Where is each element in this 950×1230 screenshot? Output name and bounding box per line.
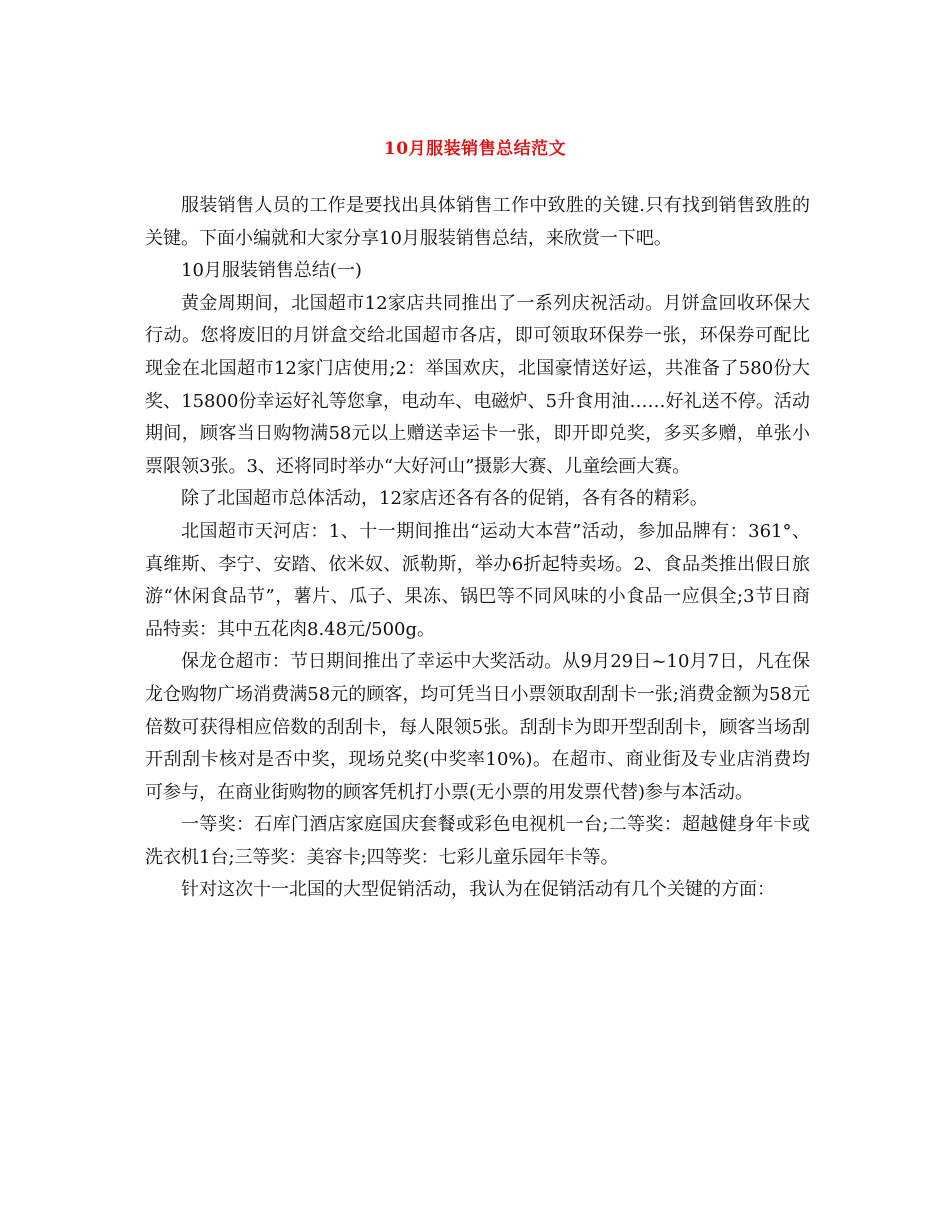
document-body: [145, 190, 810, 907]
section-heading: 10月服装销售总结(一): [181, 260, 362, 282]
paragraph-intro: 服装销售人员的工作是要找出具体销售工作中致胜的关键.只有找到销售致胜的关键。下面小编就和大家分享10月服装销售总结，来欣赏一下吧。: [145, 195, 810, 249]
paragraph-store-promotions: 除了北国超市总体活动，12家店还各有各的促销，各有各的精彩。: [181, 488, 708, 510]
document-title: 10月服装销售总结范文: [383, 139, 567, 160]
paragraph-golden-week: 黄金周期间，北国超市12家店共同推出了一系列庆祝活动。月饼盒回收环保大行动。您将废旧的月饼盒交给北国超市各店，即可领取环保券一张，环保券可配比现金在北国超市12家门店使用;2：举国欢庆，北国豪情送好运，共准备了580份大奖、15800份幸运好礼等您拿，电动车、电磁炉、5升食用油……好礼送不停。活动期间，顾客当日购物满58元以上赠送幸运卡一张，即开即兑奖，多买多赠，单张小票限领3张。3、还将同时举办“大好河山”摄影大赛、儿童绘画大赛。: [145, 292, 810, 477]
paragraph-baolongcang: 保龙仓超市：节日期间推出了幸运中大奖活动。从9月29日~10月7日，凡在保龙仓购物广场消费满58元的顾客，均可凭当日小票领取刮刮卡一张;消费金额为58元倍数可获得相应倍数的刮刮卡，每人限领5张。刮刮卡为即开型刮刮卡，顾客当场刮开刮刮卡核对是否中奖，现场兑奖(中奖率10%)。在超市、商业街及专业店消费均可参与，在商业街购物的顾客凭机打小票(无小票的用发票代替)参与本活动。: [145, 651, 810, 803]
paragraph-prizes: 一等奖：石库门酒店家庭国庆套餐或彩色电视机一台;二等奖：超越健身年卡或洗衣机1台;三等奖：美容卡;四等奖：七彩儿童乐园年卡等。: [145, 814, 810, 868]
paragraph-conclusion: 针对这次十一北国的大型促销活动，我认为在促销活动有几个关键的方面：: [181, 879, 775, 901]
paragraph-tianhe-store: 北国超市天河店：1、十一期间推出“运动大本营”活动，参加品牌有：361°、真维斯、李宁、安踏、依米奴、派勒斯，举办6折起特卖场。2、食品类推出假日旅游“休闲食品节”，薯片、瓜子、果冻、锅巴等不同风味的小食品一应俱全;3节日商品特卖：其中五花肉8.48元/500g。: [145, 520, 810, 640]
